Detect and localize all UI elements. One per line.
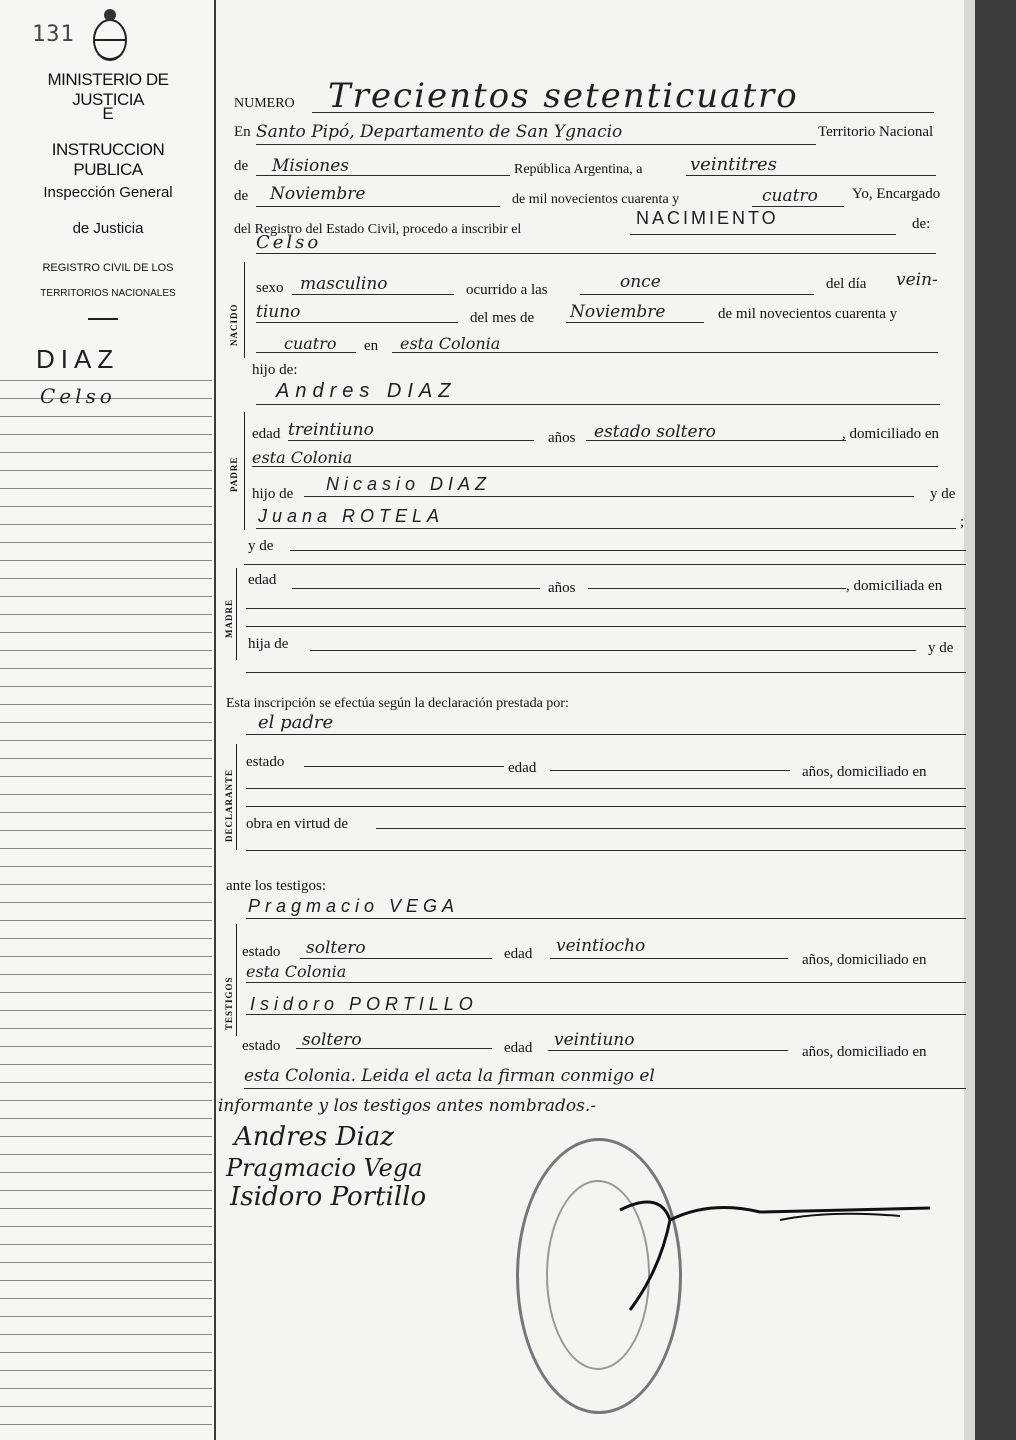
padre-y-de-label: y de <box>930 486 956 502</box>
sexo-label: sexo <box>256 280 284 296</box>
margin-rule <box>0 1298 212 1299</box>
en-label: En <box>234 124 251 140</box>
margin-rule <box>0 452 212 453</box>
madre-anos-label: años <box>548 580 576 596</box>
margin-rule <box>0 1118 212 1119</box>
margin-rule <box>0 542 212 543</box>
margin-rule <box>0 974 212 975</box>
dia-value-b: tiuno <box>256 302 301 322</box>
margin-rule <box>0 434 212 435</box>
witness1-name: Pragmacio VEGA <box>248 896 460 916</box>
left-margin <box>0 0 216 1440</box>
witness1-domicilio-label: años, domiciliado en <box>802 952 927 968</box>
ministry-line-3: INSTRUCCION PUBLICA <box>51 140 165 179</box>
margin-rule <box>0 956 212 957</box>
folio-number: 131 <box>32 22 75 47</box>
margin-rule <box>0 506 212 507</box>
declarante-domicilio-label: años, domiciliado en <box>802 764 927 780</box>
signature-witness-2: Isidoro Portillo <box>230 1182 427 1212</box>
margin-rule <box>0 1370 212 1371</box>
madre-y-de-label-2: y de <box>928 640 954 656</box>
margin-rule <box>0 1010 212 1011</box>
republica-label: República Argentina, a <box>514 162 643 177</box>
margin-surname: DIAZ <box>36 344 120 374</box>
mes-label: del mes de <box>470 310 535 326</box>
margin-rule <box>0 488 212 489</box>
margin-rule <box>0 650 212 651</box>
inspection-line-1: Inspección General <box>43 184 173 201</box>
place-value: Santo Pipó, Departamento de San Ygnacio <box>256 122 623 142</box>
margin-rule <box>0 1046 212 1047</box>
witness2-edad: veintiuno <box>554 1030 635 1050</box>
margin-rule <box>0 1280 212 1281</box>
margin-rule <box>0 902 212 903</box>
day-value: veintitres <box>690 154 777 175</box>
margin-rule <box>0 1244 212 1245</box>
closing-line-2: informante y los testigos antes nombrados.- <box>218 1096 597 1116</box>
margin-rule <box>0 722 212 723</box>
de-label-2: de <box>234 188 249 204</box>
padre-domicilio-label: , domiciliado en <box>842 426 940 442</box>
margin-rule <box>0 884 212 885</box>
margin-given-name: Celso <box>40 384 116 408</box>
margin-rule <box>0 1190 212 1191</box>
margin-rule <box>0 596 212 597</box>
signature-witness-1: Pragmacio Vega <box>226 1154 423 1182</box>
testigos-intro: ante los testigos: <box>226 878 326 894</box>
margin-rule <box>0 1172 212 1173</box>
margin-rule <box>0 524 212 525</box>
witness1-edad: veintiocho <box>556 936 646 956</box>
margin-rule <box>0 794 212 795</box>
witness2-domicilio-label: años, domiciliado en <box>802 1044 927 1060</box>
margin-rule <box>0 1208 212 1209</box>
separator <box>88 318 118 320</box>
numero-label: NUMERO <box>234 96 295 111</box>
declarante-edad-label: edad <box>508 760 537 776</box>
madre-side-label: MADRE <box>224 599 234 638</box>
padre-mother-value: Juana ROTELA <box>258 506 445 526</box>
margin-rule <box>0 632 212 633</box>
margin-rule <box>0 848 212 849</box>
madre-domicilio-label: , domiciliada en <box>846 578 943 594</box>
ministry-line-1: MINISTERIO DE JUSTICIA <box>47 70 169 109</box>
closing-line-1: esta Colonia. Leida el acta la firman conmigo el <box>244 1066 655 1086</box>
margin-rule <box>0 1406 212 1407</box>
madre-hija-de-label: hija de <box>248 636 289 652</box>
nacido-year-label: de mil novecientos cuarenta y <box>718 306 898 322</box>
name-value: Celso <box>256 232 322 253</box>
coat-of-arms-icon <box>88 6 132 66</box>
dia-value-a: vein- <box>896 270 938 290</box>
ministry-line-2: E <box>102 104 114 123</box>
declarant-value: el padre <box>258 712 334 733</box>
margin-rule <box>0 1136 212 1137</box>
margin-rule <box>0 1334 212 1335</box>
margin-rule <box>0 1316 212 1317</box>
month-value: Noviembre <box>270 184 366 204</box>
margin-rule <box>0 812 212 813</box>
padre-edad-value: treintiuno <box>288 420 374 440</box>
margin-rule <box>0 920 212 921</box>
margin-rule <box>0 560 212 561</box>
declarante-estado-label: estado <box>246 754 285 770</box>
act-value: NACIMIENTO <box>636 208 779 228</box>
year-value: cuatro <box>762 186 818 206</box>
hijo-label: hijo de: <box>252 362 298 378</box>
margin-rule <box>0 758 212 759</box>
margin-rule <box>0 1082 212 1083</box>
margin-rule <box>0 866 212 867</box>
margin-rule <box>0 938 212 939</box>
witness1-domicilio: esta Colonia <box>246 962 347 981</box>
padre-edad-label: edad <box>252 426 281 442</box>
margin-rule <box>0 1100 212 1101</box>
nacido-place-value: esta Colonia <box>400 334 501 353</box>
margin-rule <box>0 416 212 417</box>
nacido-year-value: cuatro <box>284 334 337 353</box>
margin-rule <box>0 776 212 777</box>
margin-rule <box>0 1388 212 1389</box>
witness1-estado: soltero <box>306 938 366 958</box>
witness2-edad-label: edad <box>504 1040 533 1056</box>
padre-estado-value: estado soltero <box>594 422 716 442</box>
registry-line-1: REGISTRO CIVIL DE LOS <box>42 262 174 274</box>
sexo-value: masculino <box>300 274 388 294</box>
margin-rule <box>0 1064 212 1065</box>
hour-value: once <box>620 272 661 292</box>
registry-line-2: TERRITORIOS NACIONALES <box>40 288 176 299</box>
numero-value: Trecientos setenticuatro <box>328 76 799 116</box>
margin-rule <box>0 704 212 705</box>
margin-rule <box>0 992 212 993</box>
declarante-obra-label: obra en virtud de <box>246 816 349 832</box>
madre-y-de-label: y de <box>248 538 274 554</box>
de-label: de <box>234 158 249 174</box>
registro-label: del Registro del Estado Civil, procedo a inscribir el <box>234 222 522 237</box>
nacido-en-label: en <box>364 338 379 354</box>
margin-rule <box>0 614 212 615</box>
declarante-side-label: DECLARANTE <box>224 768 234 842</box>
margin-rule <box>0 1352 212 1353</box>
madre-edad-label: edad <box>248 572 277 588</box>
padre-domicilio-value: esta Colonia <box>252 448 353 467</box>
margin-rule <box>0 380 212 381</box>
padre-anos-label: años <box>548 430 576 446</box>
padre-semicolon: ; <box>960 514 965 530</box>
witness2-estado: soltero <box>302 1030 362 1050</box>
encargado-label: Yo, Encargado <box>852 186 941 202</box>
margin-rule <box>0 830 212 831</box>
padre-father-value: Nicasio DIAZ <box>326 474 492 494</box>
margin-rule <box>0 1424 212 1425</box>
margin-rule <box>0 578 212 579</box>
registrar-signature-icon <box>600 1180 940 1320</box>
dia-label: del día <box>826 276 867 292</box>
padre-hijo-de-label: hijo de <box>252 486 294 502</box>
margin-rule <box>0 668 212 669</box>
margin-rule <box>0 740 212 741</box>
ocurrido-label: ocurrido a las <box>466 282 548 298</box>
inspection-line-2: de Justicia <box>72 220 144 237</box>
padre-side-label: PADRE <box>229 456 239 492</box>
margin-rule <box>0 470 212 471</box>
territory-value: Misiones <box>272 156 349 176</box>
mes-value: Noviembre <box>570 302 666 322</box>
year-label: de mil novecientos cuarenta y <box>512 192 680 207</box>
witness1-estado-label: estado <box>242 944 281 960</box>
testigos-side-label: TESTIGOS <box>224 976 234 1030</box>
witness1-edad-label: edad <box>504 946 533 962</box>
margin-rule <box>0 1226 212 1227</box>
witness2-estado-label: estado <box>242 1038 281 1054</box>
witness2-name: Isidoro PORTILLO <box>250 994 478 1014</box>
margin-rule <box>0 686 212 687</box>
margin-rule <box>0 1154 212 1155</box>
signature-father: Andres Diaz <box>234 1122 394 1152</box>
nacido-side-label: NACIDO <box>229 303 239 346</box>
padre-name: Andres DIAZ <box>276 380 457 402</box>
de-colon: de: <box>912 216 931 232</box>
margin-rule <box>0 1028 212 1029</box>
margin-rule <box>0 1262 212 1263</box>
territorio-label: Territorio Nacional <box>818 124 934 140</box>
declarante-intro: Esta inscripción se efectúa según la declaración prestada por: <box>226 696 569 711</box>
background-edge <box>975 0 1016 1440</box>
